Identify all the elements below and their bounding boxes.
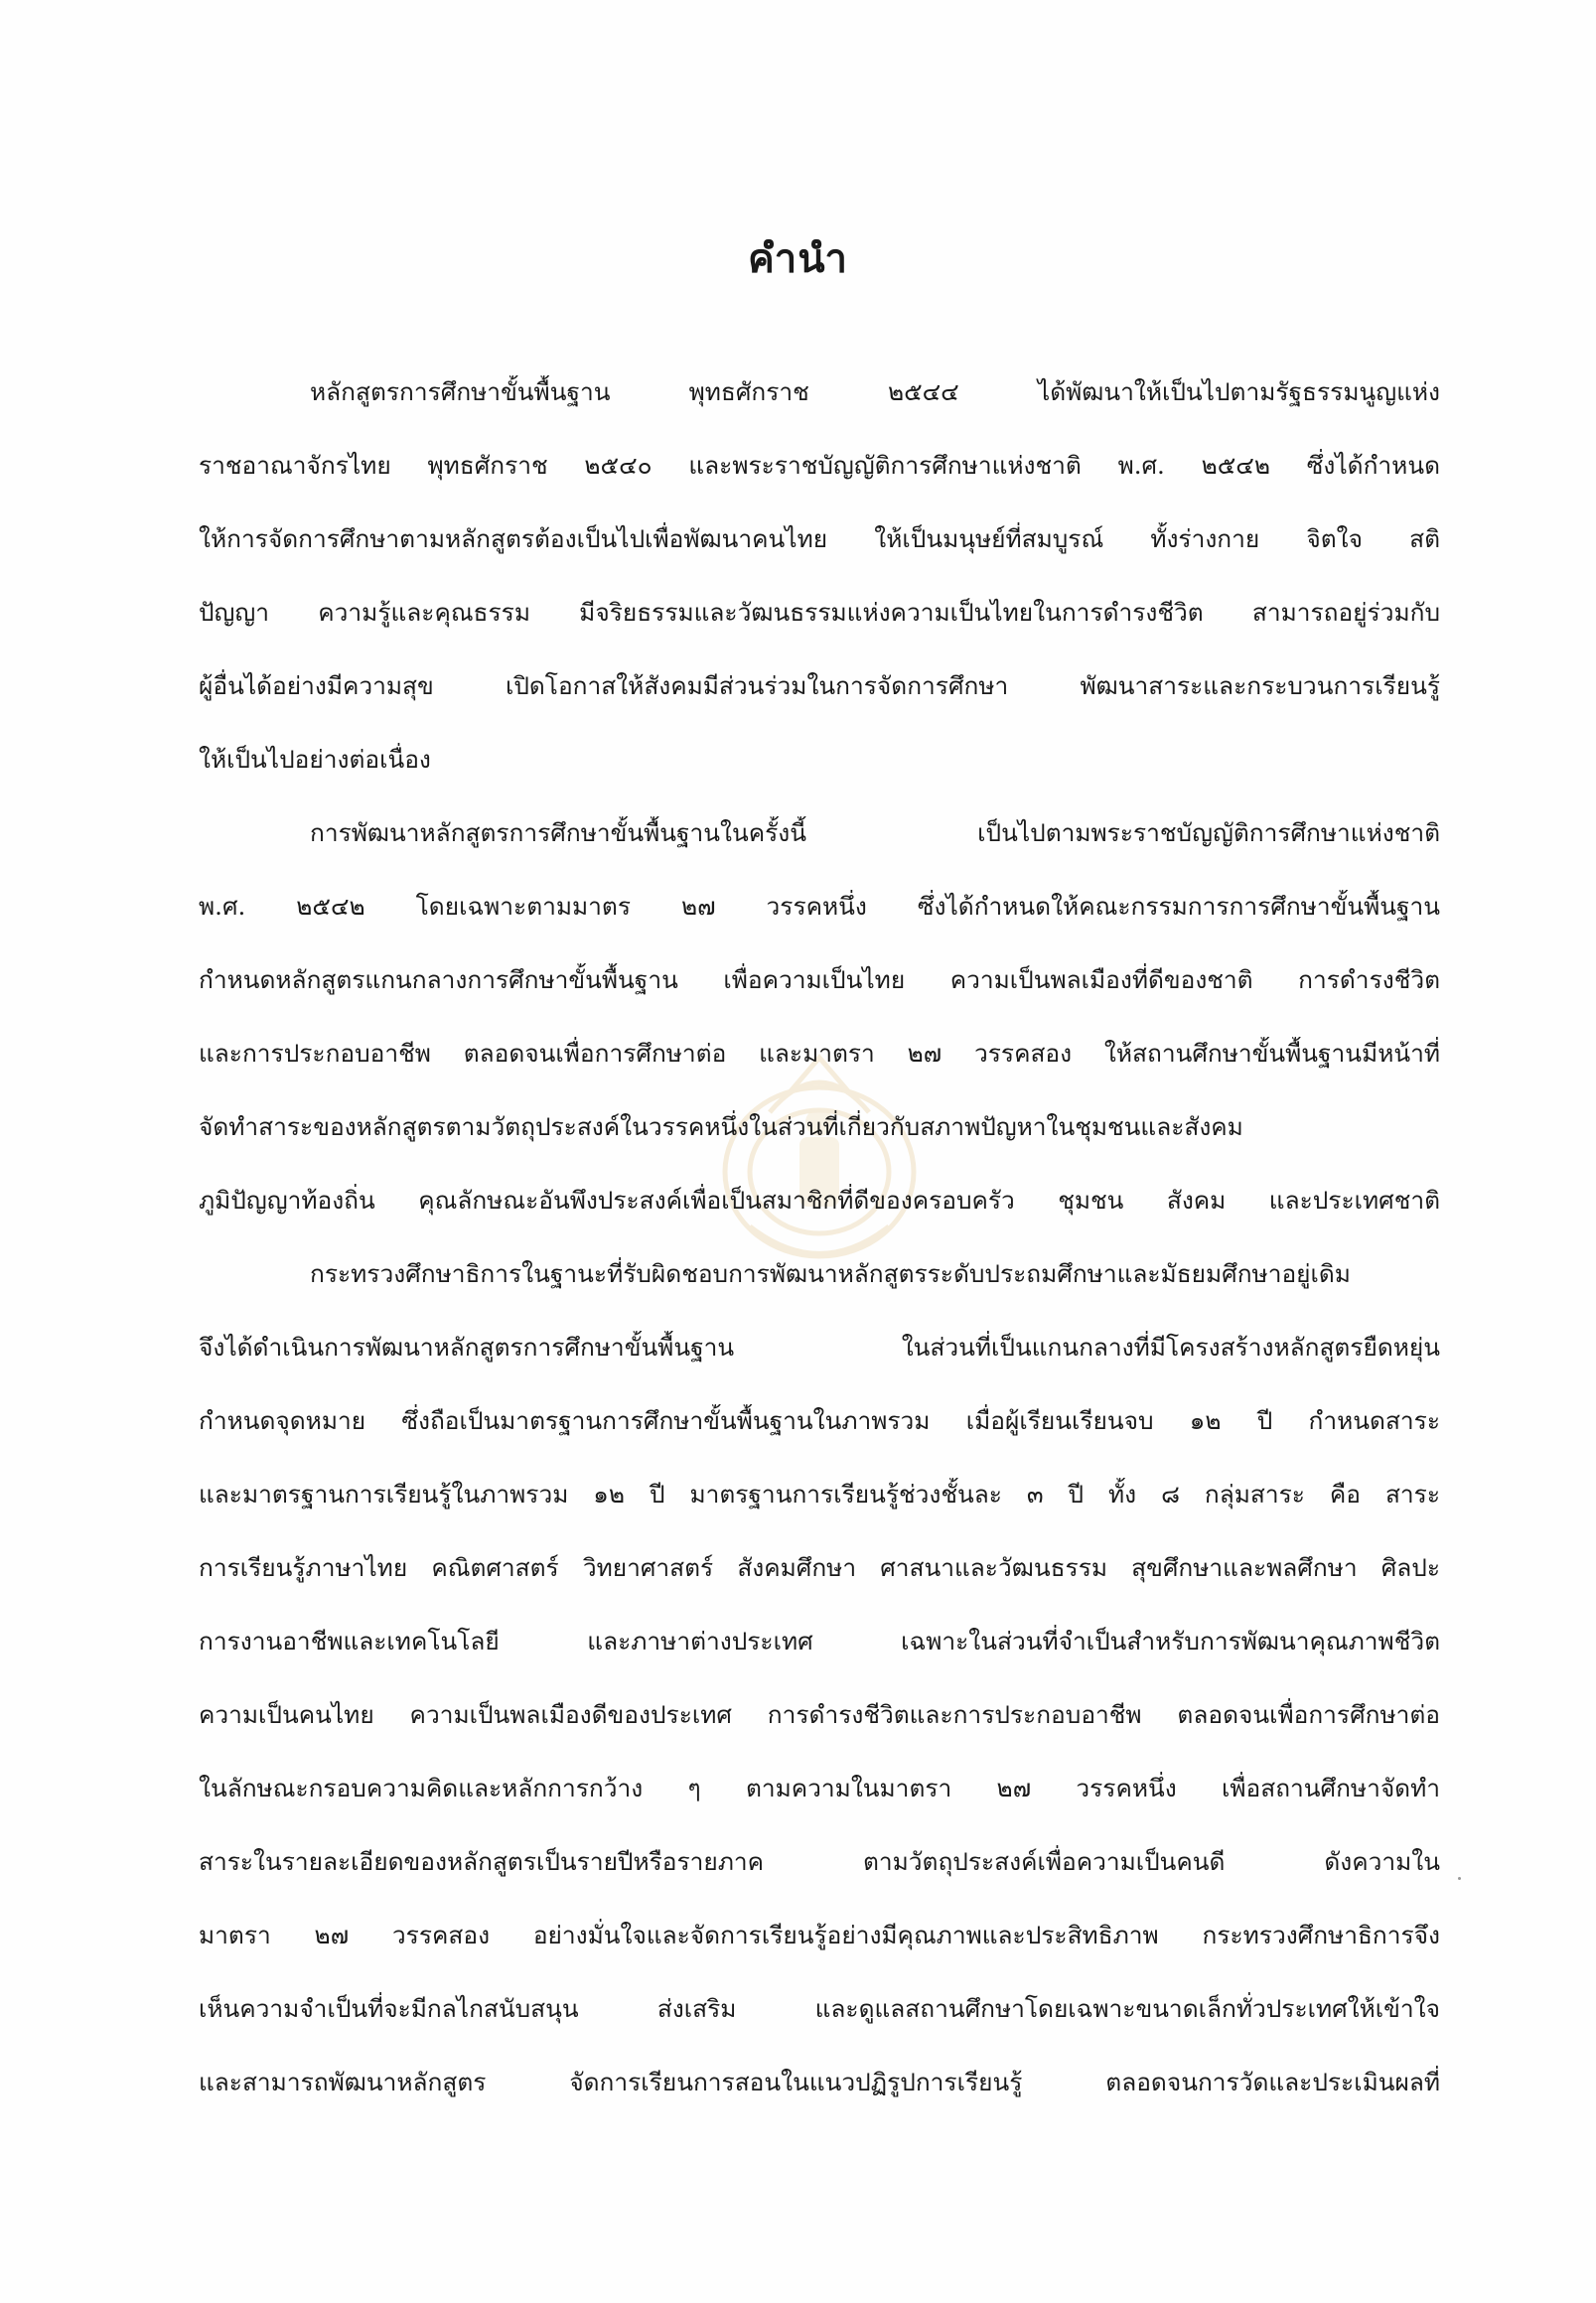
text-line: ปัญญา ความรู้และคุณธรรม มีจริยธรรมและวัฒนธรรมแห่งความเป็นไทยในการดำรงชีวิต สามารถอยู่ร่วมกับ bbox=[199, 598, 1440, 627]
page-title: คำนำ bbox=[747, 235, 849, 282]
text-line: ในลักษณะกรอบความคิดและหลักการกว้าง ๆ ตามความในมาตรา ๒๗ วรรคหนึ่ง เพื่อสถานศึกษาจัดทำ bbox=[199, 1774, 1440, 1802]
text-line: กระทรวงศึกษาธิการในฐานะที่รับผิดชอบการพัฒนาหลักสูตรระดับประถมศึกษาและมัธยมศึกษาอยู่เดิม bbox=[310, 1259, 1351, 1288]
text-line: มาตรา ๒๗ วรรคสอง อย่างมั่นใจและจัดการเรียนรู้อย่างมีคุณภาพและประสิทธิภาพ กระทรวงศึกษาธิการจึง bbox=[199, 1921, 1440, 1949]
text-line: ภูมิปัญญาท้องถิ่น คุณลักษณะอันพึงประสงค์เพื่อเป็นสมาชิกที่ดีของครอบครัว ชุมชน สังคม และประเทศชาติ bbox=[199, 1186, 1440, 1215]
text-line: ให้เป็นไปอย่างต่อเนื่อง bbox=[199, 745, 431, 774]
text-line: การเรียนรู้ภาษาไทย คณิตศาสตร์ วิทยาศาสตร์ สังคมศึกษา ศาสนาและวัฒนธรรม สุขศึกษาและพลศึกษา ศิลปะ bbox=[199, 1553, 1440, 1582]
text-line: และสามารถพัฒนาหลักสูตร จัดการเรียนการสอนในแนวปฏิรูปการเรียนรู้ ตลอดจนการวัดและประเมินผลที่ bbox=[199, 2068, 1440, 2096]
scan-speck bbox=[1458, 1877, 1461, 1880]
text-line: พ.ศ. ๒๕๔๒ โดยเฉพาะตามมาตร ๒๗ วรรคหนึ่ง ซึ่งได้กำหนดให้คณะกรรมการการศึกษาขั้นพื้นฐาน bbox=[199, 892, 1440, 921]
text-line: ราชอาณาจักรไทย พุทธศักราช ๒๕๔๐ และพระราชบัญญัติการศึกษาแห่งชาติ พ.ศ. ๒๕๔๒ ซึ่งได้กำหนด bbox=[199, 451, 1440, 480]
text-line: ให้การจัดการศึกษาตามหลักสูตรต้องเป็นไปเพื่อพัฒนาคนไทย ให้เป็นมนุษย์ที่สมบูรณ์ ทั้งร่างกาย จิตใจ สติ bbox=[199, 524, 1440, 553]
text-line: จัดทำสาระของหลักสูตรตามวัตถุประสงค์ในวรรคหนึ่งในส่วนที่เกี่ยวกับสภาพปัญหาในชุมชนและสังคม bbox=[199, 1112, 1243, 1141]
text-line: ผู้อื่นได้อย่างมีความสุข เปิดโอกาสให้สังคมมีส่วนร่วมในการจัดการศึกษา พัฒนาสาระและกระบวนการเรียนรู้ bbox=[199, 671, 1440, 700]
text-line: จึงได้ดำเนินการพัฒนาหลักสูตรการศึกษาขั้นพื้นฐาน ในส่วนที่เป็นแกนกลางที่มีโครงสร้างหลักสูตรยืดหยุ่น bbox=[199, 1333, 1440, 1362]
text-line: เห็นความจำเป็นที่จะมีกลไกสนับสนุน ส่งเสริม และดูแลสถานศึกษาโดยเฉพาะขนาดเล็กทั่วประเทศให้เข้าใจ bbox=[199, 1994, 1440, 2023]
text-line: สาระในรายละเอียดของหลักสูตรเป็นรายปีหรือรายภาค ตามวัตถุประสงค์เพื่อความเป็นคนดี ดังความใน bbox=[199, 1847, 1440, 1876]
text-line: และการประกอบอาชีพ ตลอดจนเพื่อการศึกษาต่อ และมาตรา ๒๗ วรรคสอง ให้สถานศึกษาขั้นพื้นฐานมีหน้าที่ bbox=[199, 1039, 1440, 1068]
text-line: การพัฒนาหลักสูตรการศึกษาขั้นพื้นฐานในครั้งนี้ เป็นไปตามพระราชบัญญัติการศึกษาแห่งชาติ bbox=[310, 818, 1440, 847]
text-line: ความเป็นคนไทย ความเป็นพลเมืองดีของประเทศ การดำรงชีวิตและการประกอบอาชีพ ตลอดจนเพื่อการศึกษาต่อ bbox=[199, 1700, 1440, 1729]
text-line: กำหนดจุดหมาย ซึ่งถือเป็นมาตรฐานการศึกษาขั้นพื้นฐานในภาพรวม เมื่อผู้เรียนเรียนจบ ๑๒ ปี กำหนดสาระ bbox=[199, 1406, 1440, 1435]
text-line: กำหนดหลักสูตรแกนกลางการศึกษาขั้นพื้นฐาน เพื่อความเป็นไทย ความเป็นพลเมืองที่ดีของชาติ การดำรงชีวิต bbox=[199, 965, 1440, 994]
text-line: หลักสูตรการศึกษาขั้นพื้นฐาน พุทธศักราช ๒๕๔๔ ได้พัฒนาให้เป็นไปตามรัฐธรรมนูญแห่ง bbox=[310, 377, 1440, 406]
text-line: การงานอาชีพและเทคโนโลยี และภาษาต่างประเทศ เฉพาะในส่วนที่จำเป็นสำหรับการพัฒนาคุณภาพชีวิต bbox=[199, 1627, 1440, 1655]
emblem-watermark-icon bbox=[651, 1053, 988, 1271]
text-line: และมาตรฐานการเรียนรู้ในภาพรวม ๑๒ ปี มาตรฐานการเรียนรู้ช่วงชั้นละ ๓ ปี ทั้ง ๘ กลุ่มสาระ คือ สาระ bbox=[199, 1480, 1440, 1509]
